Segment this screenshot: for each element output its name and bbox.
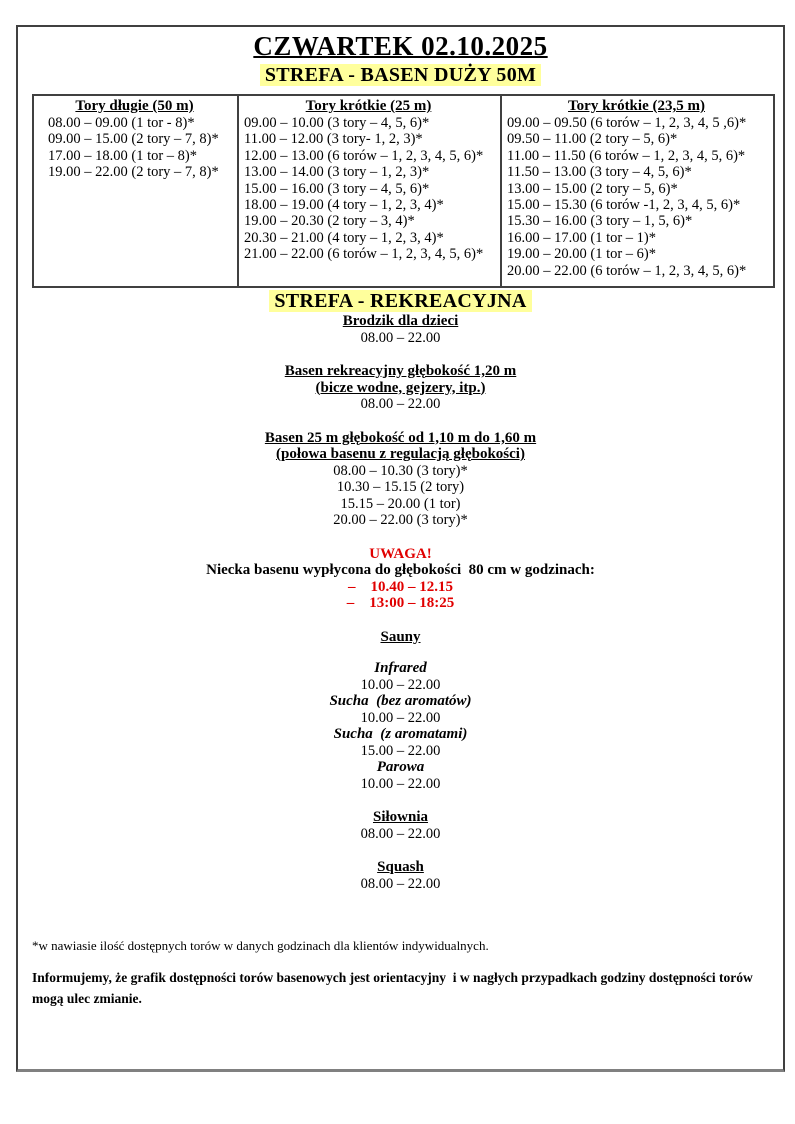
lane-slot: 13.00 – 14.00 (3 tory – 1, 2, 3)* — [244, 164, 430, 181]
lane-slot: 19.00 – 20.30 (2 tory – 3, 4)* — [244, 213, 415, 230]
lane-slot: 13.00 – 15.00 (2 tory – 5, 6)* — [507, 180, 678, 197]
squash-header: Squash — [377, 859, 424, 875]
notice-title: UWAGA! — [369, 545, 432, 562]
section-hours: 08.00 – 22.00 — [360, 329, 441, 346]
lane-slot: 09.00 – 09.50 (6 torów – 1, 2, 3, 4, 5 ,6)* — [507, 115, 747, 131]
lane-slot: 12.00 – 13.00 (6 torów – 1, 2, 3, 4, 5, 6)* — [244, 147, 484, 164]
lane-slot: 09.50 – 11.00 (2 tory – 5, 6)* — [507, 131, 678, 148]
lane-slot: 21.00 – 22.00 (6 torów – 1, 2, 3, 4, 5, 6)* — [244, 246, 484, 263]
column-header: Tory krótkie (23,5 m) — [568, 98, 705, 114]
sauna-name: Sucha (bez aromatów) — [329, 693, 472, 709]
time-slot: 08.00 – 10.30 (3 tory)* — [333, 462, 468, 479]
lane-slot: 19.00 – 22.00 (2 tory – 7, 8)* — [48, 164, 219, 181]
lane-slot: 11.00 – 12.00 (3 tory- 1, 2, 3)* — [244, 131, 423, 148]
column-header: Tory długie (50 m) — [75, 98, 194, 114]
lane-slot: 11.00 – 11.50 (6 torów – 1, 2, 3, 4, 5, 6)* — [507, 147, 746, 164]
notice-item: – 10.40 – 12.15 — [348, 578, 453, 595]
lane-slot: 15.00 – 16.00 (3 tory – 4, 5, 6)* — [244, 180, 430, 197]
silownia-hours: 08.00 – 22.00 — [360, 825, 441, 842]
sauna-name: Parowa — [376, 759, 425, 775]
silownia-header: Siłownia — [372, 809, 429, 825]
lane-slot: 15.00 – 15.30 (6 torów -1, 2, 3, 4, 5, 6)* — [507, 197, 741, 214]
section-sauny — [18, 629, 783, 793]
section-title-line1: Basen rekreacyjny głębokość 1,20 m — [284, 363, 517, 379]
column-tory-dlugie-50m — [33, 95, 238, 287]
notice-text: Niecka basenu wypłycona do głębokości 80 cm w godzinach: — [206, 562, 595, 578]
page-title: CZWARTEK 02.10.2025 — [253, 31, 548, 61]
lane-slot: 20.30 – 21.00 (4 tory – 1, 2, 3, 4)* — [244, 229, 444, 246]
sauna-hours: 15.00 – 22.00 — [360, 742, 441, 759]
footnote-asterisk: *w nawiasie ilość dostępnych torów w danych godzinach dla klientów indywidualnych. — [32, 938, 489, 953]
zone-rekreacyjna-label: STREFA - REKREACYJNA — [269, 290, 531, 312]
sauna-hours: 10.00 – 22.00 — [360, 775, 441, 792]
lane-slot: 09.00 – 10.00 (3 tory – 4, 5, 6)* — [244, 115, 430, 131]
section-brodzik — [18, 313, 783, 346]
section-silownia — [18, 809, 783, 842]
section-basen-rekreacyjny — [18, 363, 783, 413]
lane-slot: 15.30 – 16.00 (3 tory – 1, 5, 6)* — [507, 213, 693, 230]
section-title: Brodzik dla dzieci — [342, 313, 459, 329]
section-title-line1: Basen 25 m głębokość od 1,10 m do 1,60 m — [264, 429, 537, 446]
column-header: Tory krótkie (25 m) — [305, 98, 432, 114]
lane-slot: 09.00 – 15.00 (2 tory – 7, 8)* — [48, 131, 219, 148]
sauny-header: Sauny — [380, 628, 421, 645]
sauna-hours: 10.00 – 22.00 — [360, 676, 441, 693]
lane-slot: 11.50 – 13.00 (3 tory – 4, 5, 6)* — [507, 164, 692, 181]
time-slot: 10.30 – 15.15 (2 tory) — [336, 479, 465, 495]
zone-basen-duzy-label: STREFA - BASEN DUŻY 50M — [260, 64, 541, 86]
column-tory-krotkie-25m — [238, 95, 501, 287]
time-slot: 15.15 – 20.00 (1 tor) — [340, 495, 461, 512]
schedule-page-frame — [16, 25, 785, 1072]
sauna-hours: 10.00 – 22.00 — [360, 709, 441, 726]
section-squash — [18, 859, 783, 892]
section-basen-25m — [18, 430, 783, 529]
sauna-name: Sucha (z aromatami) — [333, 726, 468, 742]
lane-slot: 08.00 – 09.00 (1 tor - 8)* — [48, 115, 195, 131]
section-title-line2: (połowa basenu z regulacją głębokości) — [276, 446, 525, 462]
time-slot: 20.00 – 22.00 (3 tory)* — [333, 512, 468, 528]
lane-slot: 17.00 – 18.00 (1 tor – 8)* — [48, 147, 198, 164]
sauna-name: Infrared — [374, 660, 427, 676]
lane-slot: 16.00 – 17.00 (1 tor – 1)* — [507, 229, 657, 246]
section-hours: 08.00 – 22.00 — [360, 396, 441, 412]
lane-slot: 19.00 – 20.00 (1 tor – 6)* — [507, 246, 657, 263]
notice-block — [18, 546, 783, 612]
zone-basen-duzy-header — [18, 64, 783, 87]
lane-slot: 18.00 – 19.00 (4 tory – 1, 2, 3, 4)* — [244, 197, 444, 214]
squash-hours: 08.00 – 22.00 — [360, 875, 441, 892]
notice-item: – 13:00 – 18:25 — [346, 595, 455, 611]
column-tory-krotkie-23-5m — [501, 95, 774, 287]
table-row — [33, 95, 774, 287]
lanes-schedule-table — [32, 94, 775, 288]
section-title-line2: (bicze wodne, gejzery, itp.) — [315, 379, 486, 396]
footnote-disclaimer: Informujemy, że grafik dostępności torów basenowych jest orientacyjny i w nagłych przypadkach godziny dostępności torów mogą ulec zmianie. — [32, 970, 757, 1006]
lane-slot: 20.00 – 22.00 (6 torów – 1, 2, 3, 4, 5, 6)* — [507, 262, 747, 279]
zone-rekreacyjna-header — [18, 290, 783, 313]
